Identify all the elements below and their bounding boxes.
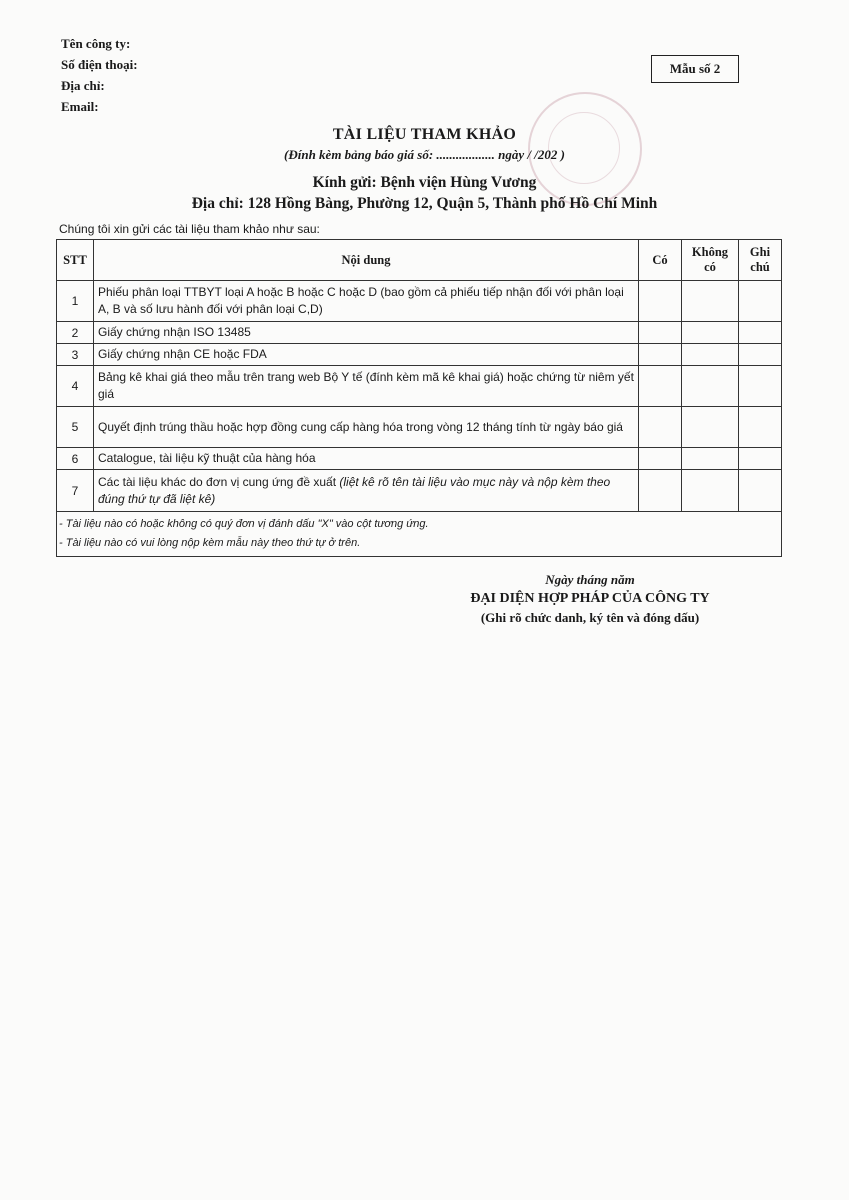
row-stt: 2 (57, 322, 94, 344)
row-no-cell[interactable] (682, 407, 739, 448)
recipient-address: Địa chỉ: 128 Hồng Bàng, Phường 12, Quận 5, Thành phố Hồ Chí Minh (191, 195, 658, 212)
row-content: Catalogue, tài liệu kỹ thuật của hàng hóa (94, 448, 639, 470)
phone-label: Số điện thoại: (61, 57, 138, 72)
header-content: Nội dung (94, 240, 639, 281)
email-label: Email: (61, 99, 99, 114)
row-content: Quyết định trúng thầu hoặc hợp đồng cung cấp hàng hóa trong vòng 12 tháng tính từ ngày báo giá (94, 407, 639, 448)
table-row (57, 448, 782, 470)
row-stt: 4 (57, 366, 94, 407)
row-stt: 6 (57, 448, 94, 470)
row-stt: 1 (57, 281, 94, 322)
note-line: - Tài liệu nào có vui lòng nộp kèm mẫu này theo thứ tự ở trên. (59, 537, 361, 549)
row-no-cell[interactable] (682, 366, 739, 407)
row-note-cell[interactable] (739, 366, 782, 407)
row-yes-cell[interactable] (639, 344, 682, 366)
header-stt: STT (57, 240, 94, 281)
row-yes-cell[interactable] (639, 448, 682, 470)
row-no-cell[interactable] (682, 448, 739, 470)
row-content: Bảng kê khai giá theo mẫu trên trang web Bộ Y tế (đính kèm mã kê khai giá) hoặc chứng từ niêm yết giá (94, 366, 639, 407)
header-note-line1: Ghi (749, 245, 771, 259)
row-note-cell[interactable] (739, 407, 782, 448)
row-yes-cell[interactable] (639, 470, 682, 512)
table-notes (57, 512, 782, 557)
row-stt: 5 (57, 407, 94, 448)
table-row (57, 281, 782, 322)
row-content-italic: (liệt kê rõ tên tài liệu vào mục này và nộp kèm theo đúng thứ tự đã liệt kê) (98, 474, 611, 506)
row-yes-cell[interactable] (639, 322, 682, 344)
header-no-line2: có (704, 260, 716, 274)
header-yes: Có (639, 240, 682, 281)
row-yes-cell[interactable] (639, 281, 682, 322)
row-note-cell[interactable] (739, 281, 782, 322)
row-note-cell[interactable] (739, 344, 782, 366)
row-no-cell[interactable] (682, 470, 739, 512)
reference-documents-table (56, 239, 782, 557)
signature-date: Ngày tháng năm (545, 572, 635, 587)
signature-subtitle: (Ghi rõ chức danh, ký tên và đóng dấu) (480, 610, 700, 625)
row-content: Giấy chứng nhận CE hoặc FDA (94, 344, 639, 366)
row-no-cell[interactable] (682, 281, 739, 322)
company-name-label: Tên công ty: (61, 36, 131, 51)
note-line: - Tài liệu nào có hoặc không có quý đơn vị đánh dấu "X" vào cột tương ứng. (59, 518, 429, 530)
document-title: TÀI LIỆU THAM KHẢO (332, 126, 517, 143)
header-no (682, 240, 739, 281)
intro-text: Chúng tôi xin gửi các tài liệu tham khảo như sau: (59, 222, 320, 236)
address-label: Địa chỉ: (61, 78, 105, 93)
header-no-line1: Không (691, 245, 729, 259)
header-note-line2: chú (750, 260, 770, 274)
row-yes-cell[interactable] (639, 366, 682, 407)
table-row (57, 344, 782, 366)
signature-title: ĐẠI DIỆN HỢP PHÁP CỦA CÔNG TY (470, 591, 710, 606)
row-note-cell[interactable] (739, 470, 782, 512)
table-notes-row (57, 512, 782, 557)
table-row (57, 470, 782, 512)
table-row (57, 322, 782, 344)
row-content (94, 470, 639, 512)
recipient-line: Kính gửi: Bệnh viện Hùng Vương (312, 174, 537, 191)
row-note-cell[interactable] (739, 322, 782, 344)
row-no-cell[interactable] (682, 322, 739, 344)
row-note-cell[interactable] (739, 448, 782, 470)
row-content-text: Các tài liệu khác do đơn vị cung ứng đề xuất (98, 474, 340, 489)
form-number-badge: Mẫu số 2 (651, 55, 739, 83)
table-header-row (57, 240, 782, 281)
row-stt: 7 (57, 470, 94, 512)
header-note (739, 240, 782, 281)
document-subtitle: (Đính kèm bảng báo giá số: .................. ngày / /202 ) (284, 147, 565, 162)
table-row (57, 407, 782, 448)
row-content: Giấy chứng nhận ISO 13485 (94, 322, 639, 344)
row-no-cell[interactable] (682, 344, 739, 366)
row-content: Phiếu phân loại TTBYT loại A hoặc B hoặc C hoặc D (bao gồm cả phiếu tiếp nhận đối với phân loại A, B và số lưu hành đối với phân loại C,D) (94, 281, 639, 322)
row-stt: 3 (57, 344, 94, 366)
row-yes-cell[interactable] (639, 407, 682, 448)
table-row (57, 366, 782, 407)
